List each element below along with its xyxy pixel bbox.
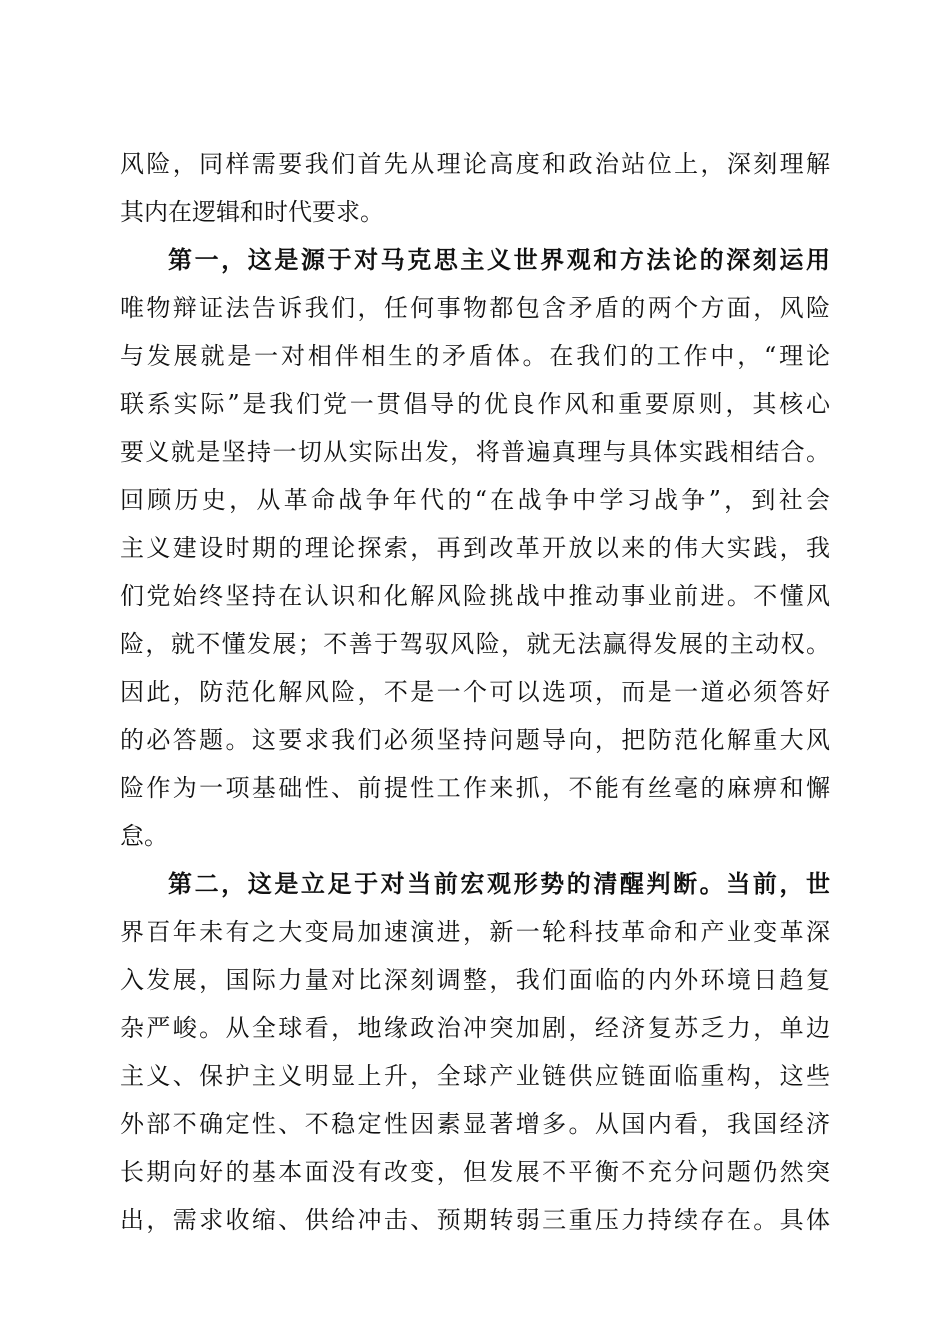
text-line: 杂严峻。从全球看，地缘政治冲突加剧，经济复苏乏力，单边 bbox=[120, 1014, 830, 1042]
text-line: 险作为一项基础性、前提性工作来抓，不能有丝毫的麻痹和懈 bbox=[120, 774, 830, 802]
body-text bbox=[120, 140, 830, 1244]
text-line: 主义建设时期的理论探索，再到改革开放以来的伟大实践，我 bbox=[120, 534, 830, 562]
text-line: 主义、保护主义明显上升，全球产业链供应链面临重构，这些 bbox=[120, 1062, 830, 1090]
text-line: 出，需求收缩、供给冲击、预期转弱三重压力持续存在。具体 bbox=[120, 1206, 830, 1234]
text-line: 其内在逻辑和时代要求。 bbox=[120, 198, 384, 226]
text-line: 界百年未有之大变局加速演进，新一轮科技革命和产业变革深 bbox=[120, 918, 830, 946]
text-line: 险，就不懂发展；不善于驾驭风险，就无法赢得发展的主动权。 bbox=[120, 630, 830, 658]
text-line: 长期向好的基本面没有改变，但发展不平衡不充分问题仍然突 bbox=[120, 1158, 830, 1186]
text-line: 风险，同样需要我们首先从理论高度和政治站位上，深刻理解 bbox=[120, 150, 830, 178]
text-line: 外部不确定性、不稳定性因素显著增多。从国内看，我国经济 bbox=[120, 1110, 830, 1138]
section-heading-second-text: 第二，这是立足于对当前宏观形势的清醒判断。当前，世 bbox=[168, 869, 830, 898]
text-line: 的必答题。这要求我们必须坚持问题导向，把防范化解重大风 bbox=[120, 726, 830, 754]
text-line: 要义就是坚持一切从实际出发，将普遍真理与具体实践相结合。 bbox=[120, 438, 830, 466]
text-line: 因此，防范化解风险，不是一个可以选项，而是一道必须答好 bbox=[120, 678, 830, 706]
section-heading-first: 第一，这是源于对马克思主义世界观和方法论的深刻运用 bbox=[168, 245, 830, 274]
text-line: 与发展就是一对相伴相生的矛盾体。在我们的工作中，“理论 bbox=[120, 342, 830, 370]
text-line: 联系实际”是我们党一贯倡导的优良作风和重要原则，其核心 bbox=[120, 390, 830, 418]
text-line: 唯物辩证法告诉我们，任何事物都包含矛盾的两个方面，风险 bbox=[120, 294, 830, 322]
section-heading-second bbox=[120, 860, 830, 908]
text-line: 入发展，国际力量对比深刻调整，我们面临的内外环境日趋复 bbox=[120, 966, 830, 994]
text-line: 怠。 bbox=[120, 822, 168, 850]
text-line: 们党始终坚持在认识和化解风险挑战中推动事业前进。不懂风 bbox=[120, 582, 830, 610]
text-line: 回顾历史，从革命战争年代的“在战争中学习战争”，到社会 bbox=[120, 486, 830, 514]
